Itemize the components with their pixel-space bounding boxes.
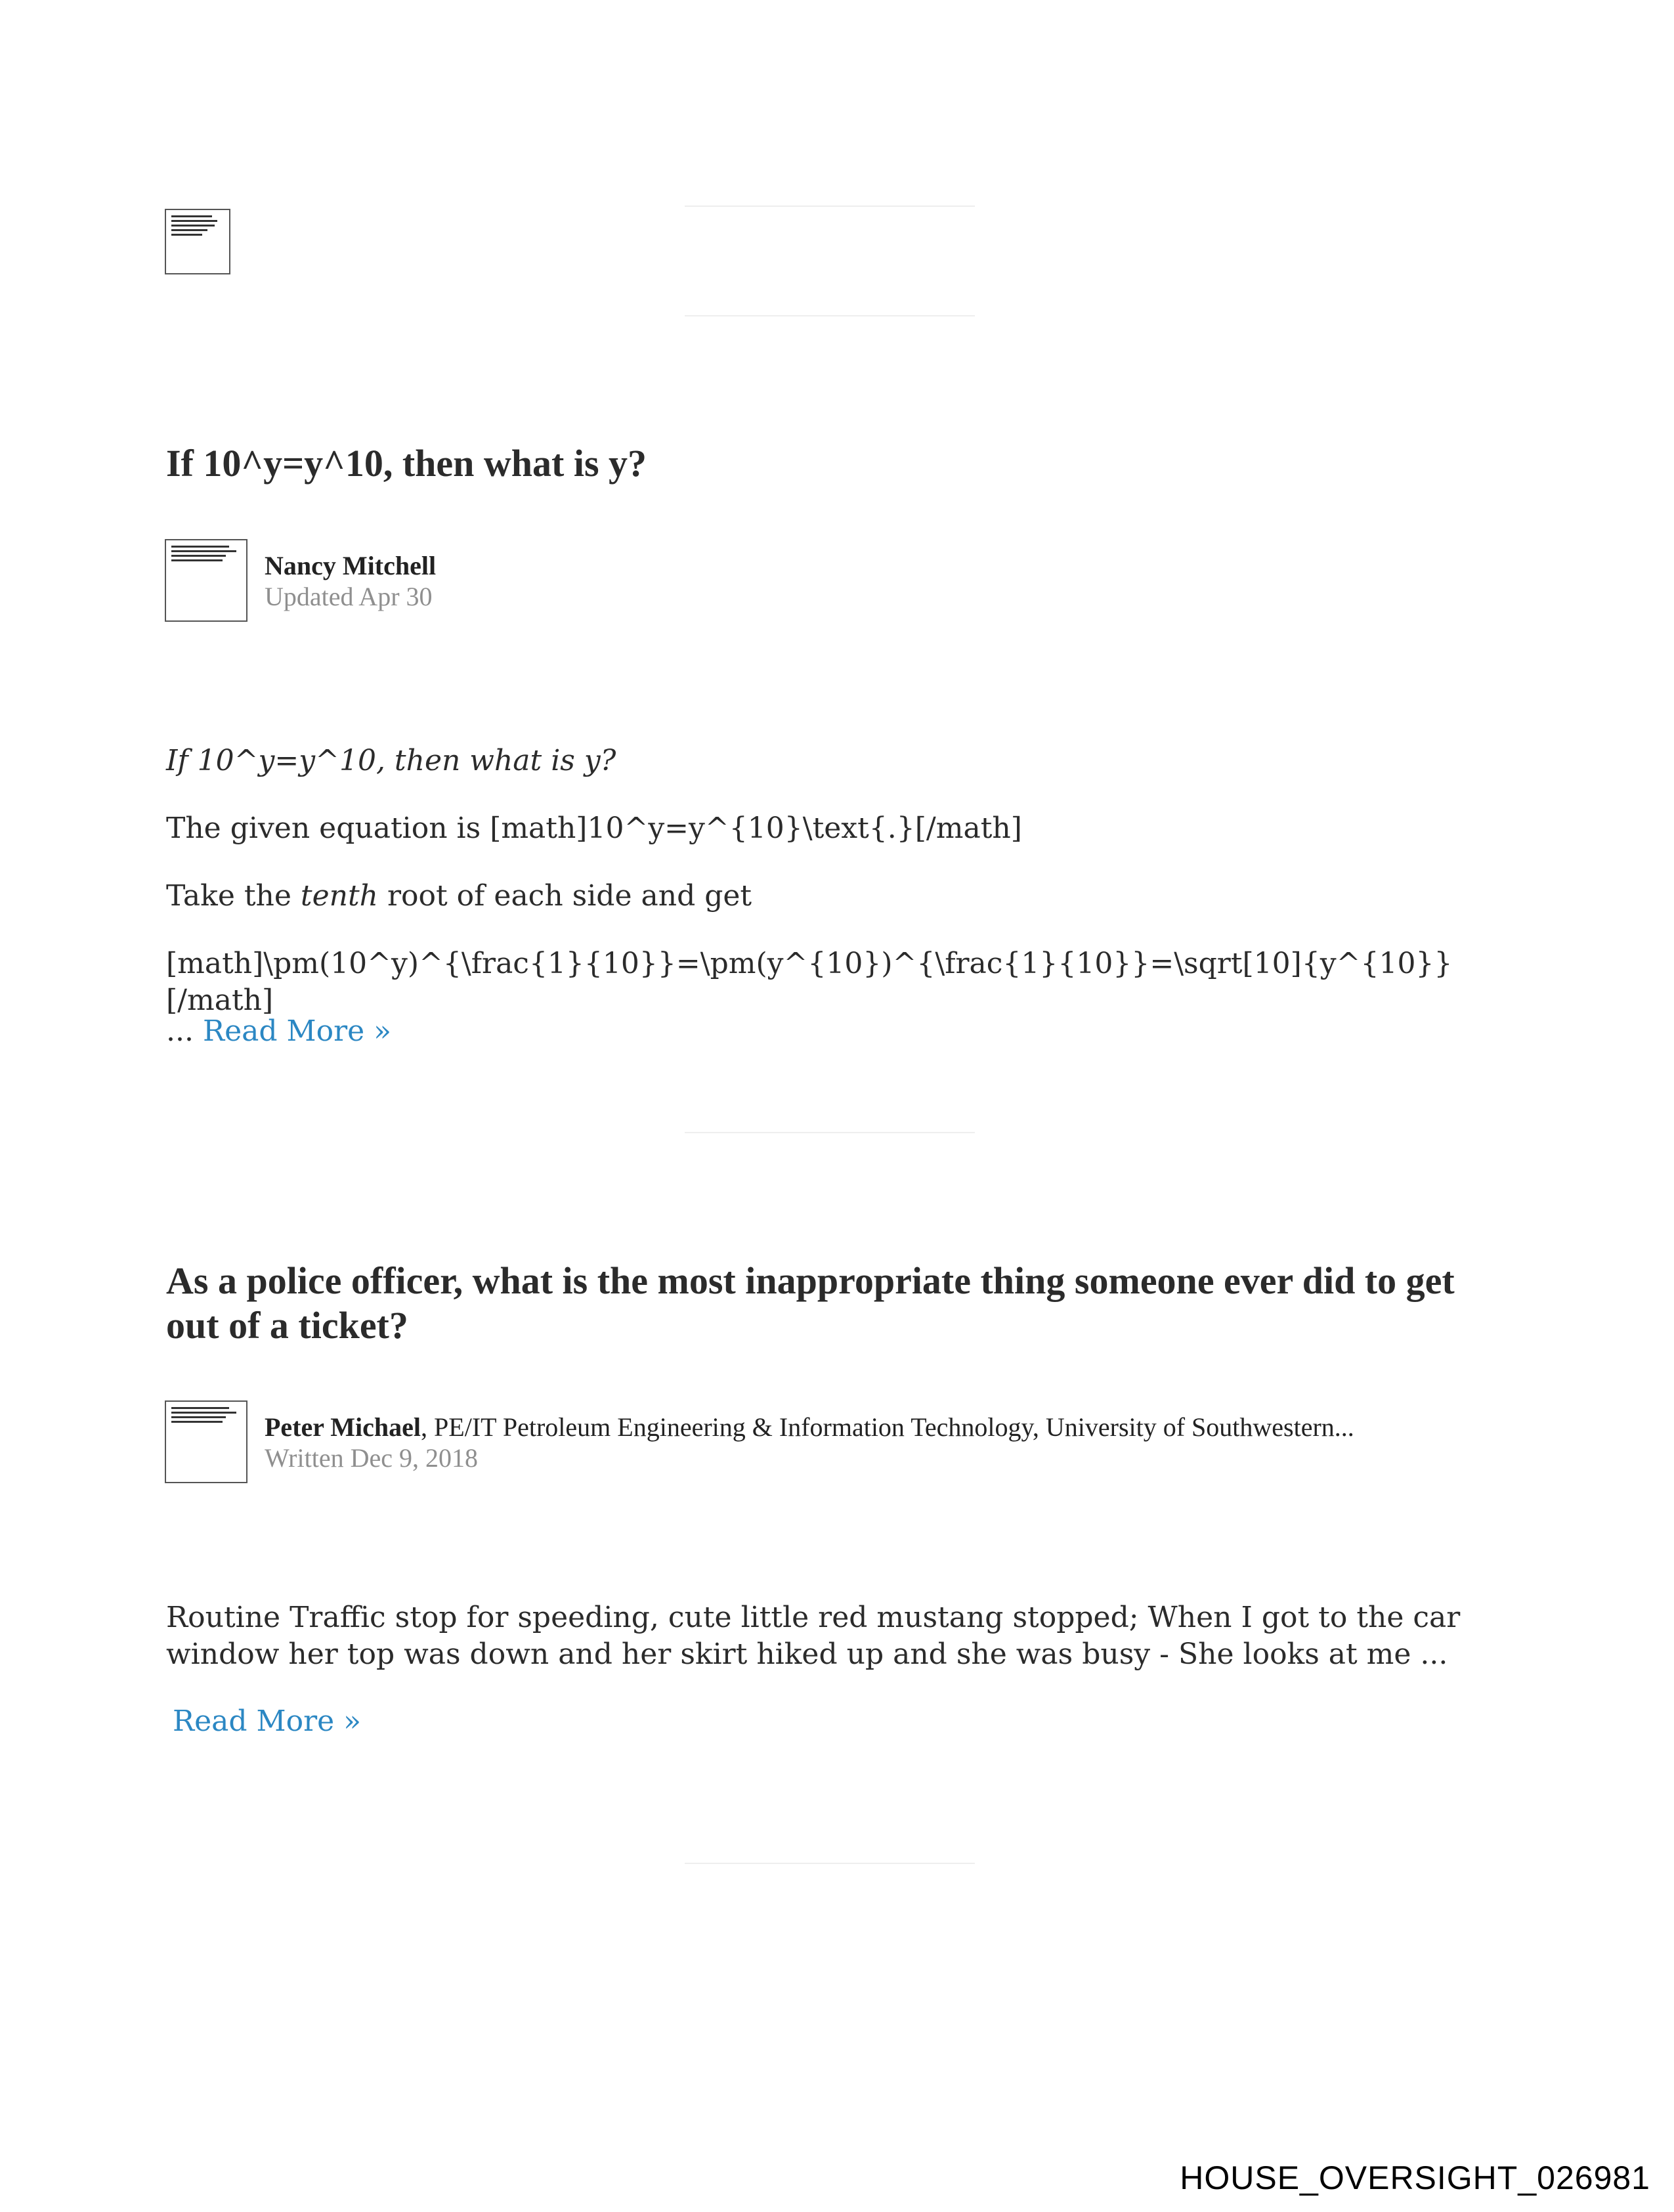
author-avatar-2[interactable] (165, 1400, 247, 1483)
avatar-text-lines (171, 546, 240, 564)
author-block-1 (265, 550, 436, 612)
answer-date-2: Written Dec 9, 2018 (265, 1443, 478, 1473)
answer-body-2: Routine Traffic stop for speeding, cute little red mustang stopped; When I got to the car window her top was down and her skirt hiked up and she was busy - She looks at me ... (166, 1601, 1461, 1671)
ellipsis: ... (166, 1014, 194, 1048)
answer-paragraph-2 (166, 878, 1518, 915)
answer-paragraph-1: The given equation is [math]10^y=y^{10}\text{.}[/math] (166, 812, 1022, 845)
author-name-1[interactable]: Nancy Mitchell (265, 551, 437, 580)
author-credential-2: , PE/IT Petroleum Engineering & Information Technology, University of Southwestern... (421, 1412, 1354, 1442)
answer-read-more-row-1 (166, 1013, 1518, 1050)
question-title-1[interactable]: If 10^y=y^10, then what is y? (166, 442, 647, 485)
answer-question-italic-1: If 10^y=y^10, then what is y? (166, 744, 616, 777)
top-divider (685, 206, 975, 207)
read-more-link-2[interactable]: Read More » (173, 1704, 362, 1738)
answer-paragraph-3: [math]\pm(10^y)^{\frac{1}{10}}=\pm(y^{10})^{\frac{1}{10}}=\sqrt[10]{y^{10}} [/math] (166, 947, 1453, 1017)
question-title-2[interactable]: As a police officer, what is the most inappropriate thing someone ever did to get out of a ticket? (166, 1259, 1455, 1347)
author-name-2[interactable]: Peter Michael (265, 1412, 421, 1442)
author-avatar-1[interactable] (165, 539, 247, 622)
para2-before: Take the (166, 879, 301, 913)
para2-emphasis: tenth (300, 879, 378, 913)
answer-read-more-row-2 (173, 1703, 1525, 1740)
top-divider-lower (685, 315, 975, 316)
thumbnail-text-lines (171, 215, 223, 238)
avatar-text-lines (171, 1407, 240, 1425)
document-id-footer: HOUSE_OVERSIGHT_026981 (1180, 2159, 1650, 2196)
para2-after: root of each side and get (377, 879, 752, 913)
answer-date-1: Updated Apr 30 (265, 582, 433, 611)
answer-divider-2 (685, 1863, 975, 1864)
answer-divider-1 (685, 1132, 975, 1133)
author-block-2 (265, 1412, 1354, 1473)
header-thumbnail-image (165, 209, 230, 274)
read-more-link-1[interactable]: Read More » (202, 1014, 392, 1048)
